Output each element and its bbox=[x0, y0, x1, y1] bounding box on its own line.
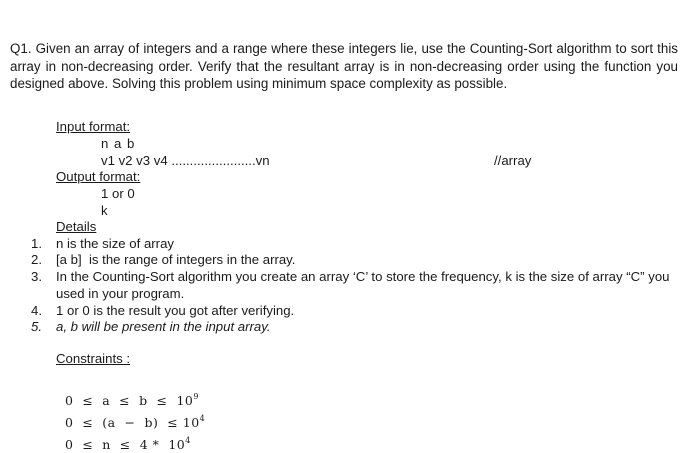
input-format-line2: v1 v2 v3 v4 .......................vn bbox=[101, 153, 270, 168]
detail-item: a, b will be present in the input array. bbox=[56, 319, 271, 334]
detail-number: 2. bbox=[31, 252, 42, 267]
detail-number: 3. bbox=[31, 269, 42, 284]
constraint-1-expr: 0 ≤ a ≤ b ≤ 10 bbox=[64, 393, 194, 408]
detail-number: 5. bbox=[31, 319, 42, 334]
detail-item: [a b] is the range of integers in the array. bbox=[56, 252, 296, 267]
detail-number: 1. bbox=[31, 236, 42, 251]
constraint-3 bbox=[56, 415, 191, 453]
output-format-heading: Output format: bbox=[56, 169, 141, 184]
constraint-3-exponent: 4 bbox=[185, 436, 191, 445]
constraints-heading: Constraints : bbox=[56, 351, 131, 366]
constraint-2-exponent: 4 bbox=[199, 414, 206, 423]
output-format-line2: k bbox=[101, 203, 108, 218]
details-heading: Details bbox=[56, 219, 97, 234]
detail-item: n is the size of array bbox=[56, 236, 175, 251]
input-format-comment: //array bbox=[494, 153, 532, 168]
detail-item: 1 or 0 is the result you got after verifying. bbox=[56, 303, 295, 318]
detail-number: 4. bbox=[31, 303, 42, 318]
constraint-2-expr: 0 ≤ (a − b) ≤ 10 bbox=[64, 415, 200, 430]
output-format-line1: 1 or 0 bbox=[101, 186, 135, 201]
detail-item: In the Counting-Sort algorithm you create an array ‘C’ to store the frequency, k is the size of array “C” you used in your program. bbox=[56, 269, 670, 301]
input-format-heading: Input format: bbox=[56, 119, 131, 134]
input-format-line1: n a b bbox=[101, 136, 136, 151]
constraint-3-expr: 0 ≤ n ≤ 4 * 10 bbox=[64, 437, 186, 452]
constraint-1-exponent: 9 bbox=[193, 392, 199, 401]
question-text: Q1. Given an array of integers and a range where these integers lie, use the Counting-Sort algorithm to sort this array in non-decreasing order. Verify that the resultant array is in non-decreasing order using the function you designed above. Solving this problem using minimum space complexity as possible. bbox=[10, 41, 678, 91]
